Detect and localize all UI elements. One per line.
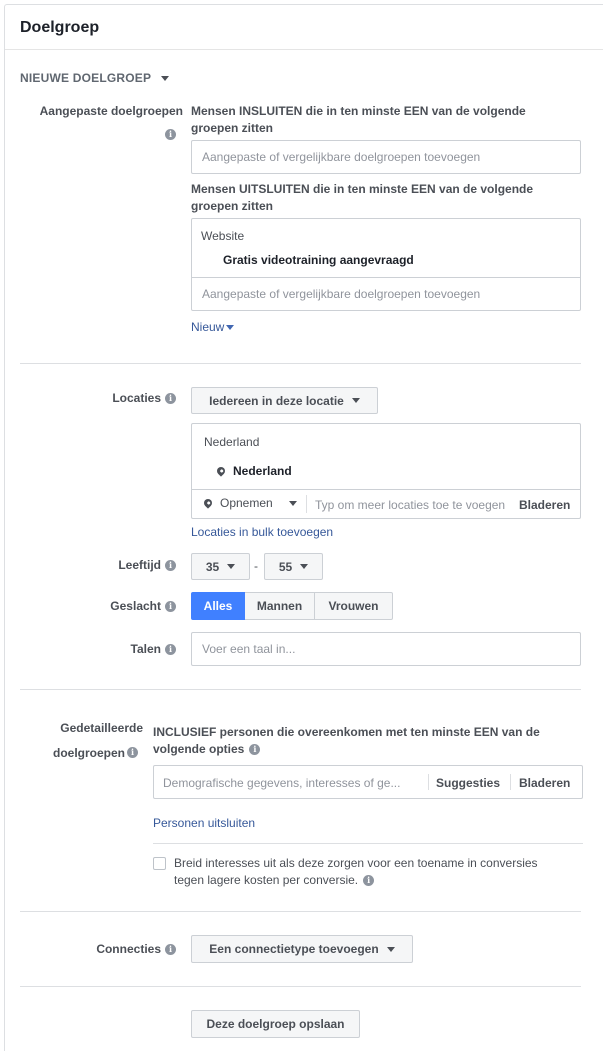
exclude-audience-input[interactable]: Aangepaste of vergelijkbare doelgroepen toevoegen bbox=[192, 278, 580, 310]
divider bbox=[153, 843, 583, 844]
detailed-search-box bbox=[153, 765, 583, 799]
location-box bbox=[191, 423, 581, 519]
location-search-input[interactable]: Typ om meer locaties toe te voegen bbox=[315, 498, 506, 512]
audience-panel bbox=[4, 4, 603, 1051]
expand-interests-checkbox[interactable] bbox=[153, 857, 166, 870]
panel-title: Doelgroep bbox=[20, 19, 100, 36]
gender-label: Geslacht bbox=[110, 599, 161, 613]
age-min-dropdown[interactable]: 35 bbox=[191, 553, 250, 580]
section-divider bbox=[20, 911, 581, 912]
info-icon[interactable]: i bbox=[165, 560, 176, 571]
include-exclude-dropdown[interactable]: Opnemen bbox=[204, 496, 297, 510]
location-pin-icon bbox=[202, 497, 213, 508]
exclude-description: Mensen UITSLUITEN die in ten minste EEN van de volgende groepen zitten bbox=[191, 182, 534, 213]
exclude-people-link[interactable]: Personen uitsluiten bbox=[153, 816, 256, 830]
new-audience-dropdown[interactable] bbox=[20, 71, 169, 85]
chevron-down-icon bbox=[289, 501, 297, 506]
suggestions-button[interactable]: Suggesties bbox=[436, 776, 501, 790]
bulk-locations-link[interactable]: Locaties in bulk toevoegen bbox=[191, 525, 334, 539]
new-audience-link[interactable]: Nieuw bbox=[191, 320, 234, 334]
locations-label: Locaties bbox=[112, 391, 161, 405]
chevron-down-icon bbox=[161, 76, 169, 81]
age-separator: - bbox=[254, 559, 258, 573]
chevron-down-icon bbox=[352, 398, 360, 403]
detailed-description: INCLUSIEF personen die overeenkomen met ten minste EEN van de volgende opties i bbox=[153, 725, 540, 756]
age-max-dropdown[interactable]: 55 bbox=[264, 553, 323, 580]
section-divider bbox=[20, 689, 581, 690]
chevron-down-icon bbox=[387, 947, 395, 952]
include-audience-input[interactable]: Aangepaste of vergelijkbare doelgroepen toevoegen bbox=[191, 140, 581, 174]
connection-type-dropdown[interactable]: Een connectietype toevoegen bbox=[191, 935, 413, 963]
divider bbox=[510, 774, 511, 790]
detailed-search-input[interactable]: Demografische gegevens, interesses of ge... bbox=[163, 776, 401, 790]
exclude-group-label: Website bbox=[201, 229, 245, 243]
gender-women-button[interactable]: Vrouwen bbox=[315, 592, 393, 620]
info-icon[interactable]: i bbox=[165, 129, 176, 140]
connections-label: Connecties bbox=[96, 942, 161, 956]
exclude-item[interactable]: Gratis videotraining aangevraagd bbox=[223, 253, 414, 267]
browse-detailed-button[interactable]: Bladeren bbox=[519, 776, 571, 790]
expand-interests-text: Breid interesses uit als deze zorgen voor een toename in conversies tegen lagere kosten per conversie. i bbox=[174, 856, 538, 887]
location-group-label: Nederland bbox=[204, 435, 260, 449]
info-icon[interactable]: i bbox=[165, 601, 176, 612]
gender-all-button[interactable]: Alles bbox=[191, 592, 245, 620]
exclude-audience-box bbox=[191, 218, 581, 311]
new-audience-label: NIEUWE DOELGROEP bbox=[20, 71, 152, 85]
languages-label: Talen bbox=[130, 642, 161, 656]
info-icon[interactable]: i bbox=[165, 393, 176, 404]
chevron-down-icon bbox=[226, 325, 234, 330]
divider bbox=[192, 489, 580, 490]
chevron-down-icon bbox=[300, 564, 308, 569]
language-input[interactable]: Voer een taal in... bbox=[191, 632, 581, 666]
include-description: Mensen INSLUITEN die in ten minste EEN van de volgende groepen zitten bbox=[191, 104, 526, 135]
panel-header bbox=[5, 5, 603, 50]
gender-toggle bbox=[191, 592, 393, 620]
save-audience-button[interactable]: Deze doelgroep opslaan bbox=[191, 1010, 360, 1038]
detailed-targeting-label: Gedetailleerde bbox=[60, 721, 143, 735]
browse-locations-button[interactable]: Bladeren bbox=[519, 498, 571, 512]
info-icon[interactable]: i bbox=[127, 747, 138, 758]
section-divider bbox=[20, 986, 581, 987]
chevron-down-icon bbox=[227, 564, 235, 569]
info-icon[interactable]: i bbox=[165, 644, 176, 655]
info-icon[interactable]: i bbox=[249, 744, 260, 755]
location-type-dropdown[interactable]: Iedereen in deze locatie bbox=[191, 387, 378, 414]
divider bbox=[306, 495, 307, 513]
divider bbox=[428, 774, 429, 790]
gender-men-button[interactable]: Mannen bbox=[245, 592, 315, 620]
info-icon[interactable]: i bbox=[363, 875, 374, 886]
custom-audiences-label: Aangepaste doelgroepen bbox=[39, 104, 183, 118]
section-divider bbox=[20, 363, 581, 364]
selected-location[interactable]: Nederland bbox=[217, 464, 292, 478]
detailed-targeting-label-2: doelgroepen bbox=[52, 746, 125, 760]
age-label: Leeftijd bbox=[118, 558, 161, 572]
location-pin-icon bbox=[215, 465, 226, 476]
info-icon[interactable]: i bbox=[165, 944, 176, 955]
